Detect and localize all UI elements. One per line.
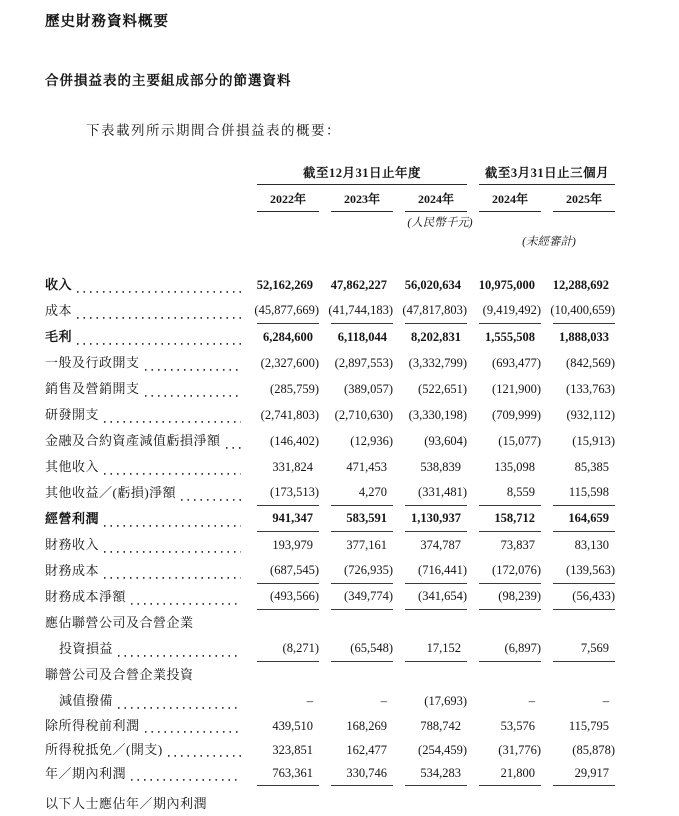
value-cell: 56,020,634 [404, 277, 461, 292]
table-row [45, 454, 630, 480]
value-cell: 377,161 [346, 537, 387, 552]
dot-leader [181, 480, 241, 501]
row-label-text: 投資損益 [59, 641, 114, 656]
value-cell: (172,076) [479, 558, 541, 584]
row-label-line [45, 532, 245, 558]
row-label-line [45, 558, 245, 584]
value-cell: (6,897) [479, 636, 541, 662]
row-label [45, 324, 245, 350]
row-label-text: 以下人士應佔年／期內利潤 [45, 796, 208, 811]
value-cell: (522,651) [418, 381, 467, 396]
value-cell: 10,975,000 [478, 277, 535, 292]
value-cell: (17,693) [424, 693, 467, 708]
value-cell: (3,330,198) [408, 407, 467, 422]
value-cell: (47,817,803) [405, 298, 467, 324]
row-label-line [45, 738, 245, 762]
dot-leader [145, 714, 241, 733]
row-label-line [45, 454, 245, 480]
value-cell: (693,477) [492, 355, 541, 370]
dot-leader [104, 402, 241, 423]
intro-text: 下表載列所示期間合併損益表的概要： [86, 123, 341, 138]
value-cell: 53,576 [500, 718, 535, 733]
row-label-text: 毛利 [45, 329, 73, 344]
value-cell: (133,763) [566, 381, 615, 396]
column-group-quarterly: 截至3月31日止三個月 [479, 163, 615, 185]
value-cell: – [380, 693, 387, 708]
dot-leader [168, 738, 241, 757]
row-label-text: 收入 [45, 277, 73, 292]
row-label [45, 662, 245, 714]
value-cell: 12,288,692 [552, 277, 609, 292]
dot-leader [77, 272, 241, 293]
value-cell: 538,839 [420, 459, 461, 474]
dot-leader [131, 584, 241, 605]
row-label-line [45, 350, 245, 376]
value-cell: (173,513) [257, 480, 319, 506]
value-cell [331, 792, 393, 816]
value-cell: 471,453 [346, 459, 387, 474]
section-subtitle: 合併損益表的主要組成部分的節選資料 [45, 73, 292, 88]
unaudited-note: (未經審計) [522, 236, 576, 248]
year-column-header: 2025年 [553, 190, 615, 212]
value-cell: – [602, 693, 609, 708]
row-label [45, 402, 245, 428]
table-row [45, 480, 630, 506]
year-header-row [45, 190, 630, 212]
value-cell: 439,510 [272, 718, 313, 733]
value-cell: 941,347 [257, 506, 319, 532]
row-label-text: 金融及合約資產減值虧損淨額 [45, 433, 221, 448]
row-label-line [45, 792, 245, 816]
table-body [45, 272, 630, 816]
row-label [45, 610, 245, 662]
value-cell: 4,270 [331, 480, 393, 506]
row-label-text: 減值撥備 [59, 693, 114, 708]
row-label-text: 成本 [45, 303, 73, 318]
row-label-text: 年／期內利潤 [45, 766, 127, 781]
value-cell: 8,202,831 [411, 329, 461, 344]
value-cell: 1,555,508 [485, 329, 535, 344]
table-row [45, 762, 630, 786]
row-label-text: 聯營公司及合營企業投資 [45, 667, 194, 682]
value-cell: (493,566) [257, 584, 319, 610]
row-label [45, 584, 245, 610]
value-cell: 164,659 [553, 506, 615, 532]
value-cell: 135,098 [494, 459, 535, 474]
table-row [45, 738, 630, 762]
row-label-line [45, 610, 245, 636]
value-cell: (709,999) [492, 407, 541, 422]
table-row [45, 350, 630, 376]
value-cell: (8,271) [257, 636, 319, 662]
dot-leader [77, 298, 241, 319]
column-group-annual: 截至12月31日止年度 [257, 163, 467, 185]
value-cell: (389,057) [344, 381, 393, 396]
value-cell: – [306, 693, 313, 708]
row-label [45, 506, 245, 532]
value-cell: (341,654) [405, 584, 467, 610]
value-cell: 115,598 [553, 480, 615, 506]
dot-leader [104, 558, 241, 579]
value-cell: 6,284,600 [263, 329, 313, 344]
row-label [45, 762, 245, 786]
value-cell [479, 792, 541, 816]
row-label [45, 714, 245, 738]
row-label-line [45, 688, 245, 714]
value-cell: (121,900) [492, 381, 541, 396]
value-cell: 21,800 [479, 762, 541, 786]
value-cell: (2,710,630) [334, 407, 393, 422]
row-label-line [45, 298, 245, 324]
financial-table [45, 163, 630, 816]
row-label [45, 792, 245, 816]
table-row [45, 428, 630, 454]
row-label [45, 480, 245, 506]
table-row [45, 792, 630, 816]
value-cell: (2,327,600) [260, 355, 319, 370]
value-cell: (716,441) [405, 558, 467, 584]
value-cell: (31,776) [498, 742, 541, 757]
value-cell: (93,604) [424, 433, 467, 448]
row-label-text: 銷售及營銷開支 [45, 381, 140, 396]
table-row [45, 714, 630, 738]
value-cell: (12,936) [350, 433, 393, 448]
row-label-text: 其他收入 [45, 459, 100, 474]
value-cell: (331,481) [405, 480, 467, 506]
value-cell: 168,269 [346, 718, 387, 733]
year-column-header: 2024年 [405, 190, 467, 212]
value-cell: 193,979 [272, 537, 313, 552]
dot-leader [104, 532, 241, 553]
value-cell [257, 792, 319, 816]
row-label-text: 其他收益／(虧損)淨額 [45, 485, 177, 500]
dot-leader [118, 688, 241, 709]
header-spacer [45, 190, 245, 212]
value-cell: 374,787 [420, 537, 461, 552]
value-cell: (2,897,553) [334, 355, 393, 370]
dot-leader [104, 506, 241, 527]
row-label-line [45, 324, 245, 350]
row-label [45, 376, 245, 402]
value-cell: (139,563) [553, 558, 615, 584]
row-label-line [45, 480, 245, 506]
dot-leader [131, 762, 241, 781]
table-row [45, 506, 630, 532]
row-label [45, 298, 245, 324]
table-row [45, 376, 630, 402]
row-label-text: 研發開支 [45, 407, 100, 422]
row-label-line [45, 428, 245, 454]
value-cell: (45,877,669) [257, 298, 319, 324]
value-cell: 583,591 [331, 506, 393, 532]
year-column-header: 2023年 [331, 190, 393, 212]
row-label-line [45, 662, 245, 688]
row-label [45, 350, 245, 376]
row-label-line [45, 636, 245, 662]
row-label-line [45, 272, 245, 298]
table-row [45, 324, 630, 350]
value-cell: 6,118,044 [337, 329, 387, 344]
value-cell: (2,741,803) [260, 407, 319, 422]
row-label-line [45, 376, 245, 402]
value-cell: (726,935) [331, 558, 393, 584]
value-cell: 29,917 [553, 762, 615, 786]
page-title: 歷史財務資料概要 [45, 14, 169, 30]
value-cell: (254,459) [418, 742, 467, 757]
value-cell: (10,400,659) [553, 298, 615, 324]
value-cell: 115,795 [568, 718, 609, 733]
row-label-text: 財務成本 [45, 563, 100, 578]
value-cell: (349,774) [331, 584, 393, 610]
value-cell: 85,385 [574, 459, 609, 474]
table-row [45, 402, 630, 428]
row-label-text: 財務收入 [45, 537, 100, 552]
table-row [45, 298, 630, 324]
value-cell: (146,402) [270, 433, 319, 448]
value-cell: (285,759) [270, 381, 319, 396]
value-cell [553, 792, 615, 816]
table-row [45, 662, 630, 714]
value-cell: (65,548) [331, 636, 393, 662]
year-column-header: 2024年 [479, 190, 541, 212]
table-row [45, 532, 630, 558]
dot-leader [77, 324, 241, 345]
value-cell: 73,837 [500, 537, 535, 552]
dot-leader [145, 376, 241, 397]
value-cell: 788,742 [420, 718, 461, 733]
table-row [45, 558, 630, 584]
year-column-header: 2022年 [257, 190, 319, 212]
value-cell: (41,744,183) [331, 298, 393, 324]
value-cell: (15,913) [572, 433, 615, 448]
value-cell: 331,824 [272, 459, 313, 474]
value-cell: 17,152 [405, 636, 467, 662]
dot-leader [226, 428, 241, 449]
row-label-line [45, 506, 245, 532]
row-label [45, 738, 245, 762]
table-row [45, 584, 630, 610]
value-cell: 47,862,227 [330, 277, 387, 292]
dot-leader [118, 636, 241, 657]
value-cell: (3,332,799) [408, 355, 467, 370]
value-cell: (85,878) [572, 742, 615, 757]
value-cell: (98,239) [479, 584, 541, 610]
value-cell: 83,130 [574, 537, 609, 552]
row-label-text: 財務成本淨額 [45, 589, 127, 604]
value-cell: (56,433) [553, 584, 615, 610]
value-cell: 52,162,269 [256, 277, 313, 292]
value-cell: (687,545) [257, 558, 319, 584]
row-label-text: 經營利潤 [45, 511, 100, 526]
value-cell: 323,851 [272, 742, 313, 757]
row-label-text: 除所得稅前利潤 [45, 718, 140, 733]
value-cell: (842,569) [566, 355, 615, 370]
value-cell: 7,569 [553, 636, 615, 662]
dot-leader [104, 454, 241, 475]
value-cell: (15,077) [498, 433, 541, 448]
dot-leader [145, 350, 241, 371]
table-row [45, 610, 630, 662]
row-label-line [45, 402, 245, 428]
row-label [45, 272, 245, 298]
unit-note-row [45, 214, 630, 231]
table-row [45, 272, 630, 298]
value-cell: 158,712 [479, 506, 541, 532]
value-cell: 8,559 [479, 480, 541, 506]
row-label [45, 428, 245, 454]
value-cell: 763,361 [257, 762, 319, 786]
value-cell: 1,888,033 [559, 329, 609, 344]
value-cell [405, 792, 467, 816]
value-cell: 330,746 [331, 762, 393, 786]
audit-note-row [45, 233, 630, 250]
row-label-line [45, 714, 245, 738]
value-cell: 534,283 [405, 762, 467, 786]
row-label-text: 一般及行政開支 [45, 355, 140, 370]
value-cell: 1,130,937 [405, 506, 467, 532]
row-label-text: 應佔聯營公司及合營企業 [45, 615, 194, 630]
row-label-line [45, 762, 245, 786]
value-cell: (932,112) [566, 407, 615, 422]
value-cell: – [528, 693, 535, 708]
row-label-line [45, 584, 245, 610]
row-label [45, 454, 245, 480]
currency-unit-note: (人民幣千元) [407, 217, 473, 229]
column-group-header-row [45, 163, 630, 185]
row-label [45, 532, 245, 558]
row-label [45, 558, 245, 584]
value-cell: (9,419,492) [479, 298, 541, 324]
row-label-text: 所得稅抵免／(開支) [45, 742, 163, 757]
value-cell: 162,477 [346, 742, 387, 757]
